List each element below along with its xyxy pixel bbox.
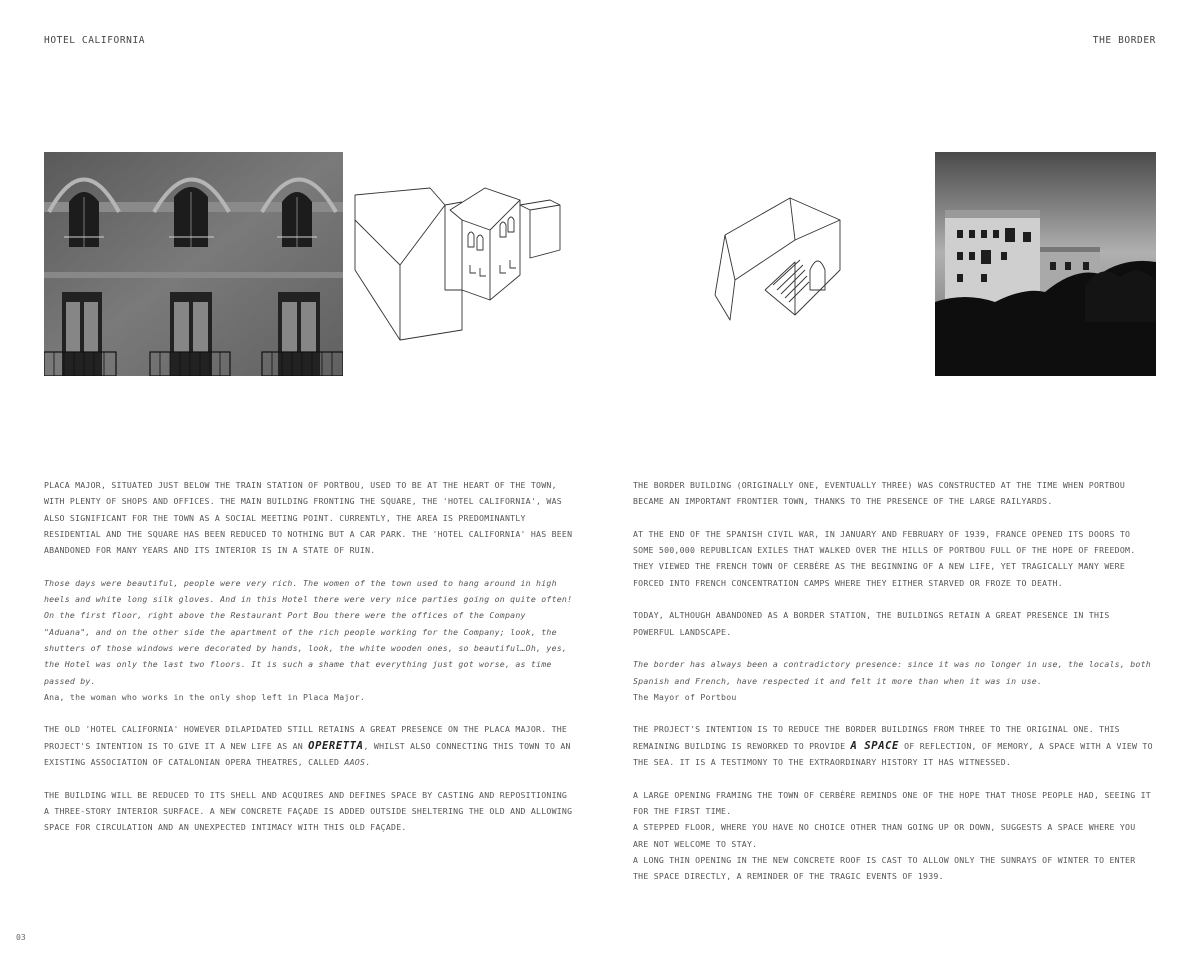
border-building-intro-paragraph: THE BORDER BUILDING (ORIGINALLY ONE, EVENTUALLY THREE) WAS CONSTRUCTED AT THE TIME WHEN PORTBOU BECAME AN IMPORTANT FRONTIER TOWN, THANKS TO THE PRESENCE OF THE LARGE RAILYARDS. [633, 480, 1126, 507]
right-text-column [633, 477, 1153, 901]
aaos-emphasis: AAOS [344, 757, 366, 768]
building-shell-paragraph: THE BUILDING WILL BE REDUCED TO ITS SHELL AND ACQUIRES AND DEFINES SPACE BY CASTING AND REPOSITIONING A THREE-STORY INTERIOR SURFACE. A NEW CONCRETE FAÇADE IS ADDED OUTSIDE SHELTERING THE OLD AND ALLOWING SPACE FOR CIRCULATION AND AN UNEXPECTED INTIMACY WITH THIS OLD FAÇADE. [44, 789, 573, 833]
a-space-paragraph-start: THE PROJECT'S INTENTION IS TO REDUCE THE BORDER BUILDINGS FROM THREE TO THE ORIGINAL ONE. THIS REMAINING BUILDING IS REWORKED TO PROVIDE [633, 724, 1120, 751]
mayor-quote-text: The border has always been a contradictory presence: since it was no longer in use, the locals, both Spanish and French, have respected it and felt it more than when it was in use. [633, 659, 1151, 686]
civil-war-paragraph: AT THE END OF THE SPANISH CIVIL WAR, IN JANUARY AND FEBRUARY OF 1939, FRANCE OPENED ITS DOORS TO SOME 500,000 REPUBLICAN EXILES THAT WALKED OVER THE HILLS OF PORTBOU FULL OF THE HOPE OF FREEDOM. THEY VIEWED THE FRENCH TOWN OF CERBÈRE AS THE BEGINNING OF A NEW LIFE, YET TRAGICALLY MANY WERE FORCED INTO FRENCH CONCENTRATION CAMPS WHERE THEY EITHER STARVED OR FROZE TO DEATH. [633, 528, 1136, 588]
design-features-paragraph [633, 787, 1153, 885]
a-space-paragraph-end: OF REFLECTION, OF MEMORY, A SPACE WITH A VIEW TO THE SEA. IT IS A TESTIMONY TO THE EXTRAORDINARY HISTORY IT HAS WITNESSED. [633, 740, 1153, 768]
roof-opening-text: A LONG THIN OPENING IN THE NEW CONCRETE ROOF IS CAST TO ALLOW ONLY THE SUNRAYS OF WINTER TO ENTER THE SPACE DIRECTLY, A REMINDER OF THE TRAGIC EVENTS OF 1939. [633, 854, 1136, 882]
large-opening-text: A LARGE OPENING FRAMING THE TOWN OF CERBÈRE REMINDS ONE OF THE HOPE THAT THOSE PEOPLE HAD, SEEING IT FOR THE FIRST TIME. [633, 789, 1151, 816]
stepped-floor-text: A STEPPED FLOOR, WHERE YOU HAVE NO CHOICE OTHER THAN GOING UP OR DOWN, SUGGESTS A SPACE WHERE YOU ARE NOT WELCOME TO STAY. [633, 822, 1136, 849]
a-space-emphasis: A SPACE [850, 739, 899, 752]
ana-quote [44, 575, 574, 705]
operetta-emphasis: OPERETTA [308, 739, 364, 752]
header-right-title: THE BORDER [1092, 35, 1156, 46]
today-paragraph: TODAY, ALTHOUGH ABANDONED AS A BORDER STATION, THE BUILDINGS RETAIN A GREAT PRESENCE IN THIS POWERFUL LANDSCAPE. [633, 610, 1110, 637]
border-building-sketch [705, 190, 855, 330]
hotel-model-sketch [350, 180, 570, 350]
operetta-paragraph-middle: , WHILST ALSO CONNECTING THIS TOWN TO AN EXISTING ASSOCIATION OF CATALONIAN OPERA THEATRES, CALLED [44, 740, 571, 768]
mayor-quote [633, 656, 1153, 705]
ana-quote-text: Those days were beautiful, people were very rich. The women of the town used to hang around in high heels and white long silk gloves. And in this Hotel there were very nice parties going on quite often! On the first floor, right above the Restaurant Port Bou there were the offices of the Company "Aduana", and on the other side the apartment of the rich people working for the Company; look, the shutters of those windows were decorated by hands, look, the white wooden ones, so beautiful…Oh, yes, the Hotel was only the last two floors. It is such a shame that everything just got worse, as time passed by. [44, 577, 573, 686]
operetta-paragraph-start: THE OLD 'HOTEL CALIFORNIA' HOWEVER DILAPIDATED STILL RETAINS A GREAT PRESENCE ON THE PLACA MAJOR. THE PROJECT'S INTENTION IS TO GIVE IT A NEW LIFE AS AN [44, 724, 568, 751]
mayor-quote-attribution: The Mayor of Portbou [633, 691, 737, 702]
ana-quote-attribution: Ana, the woman who works in the only shop left in Placa Major. [44, 691, 366, 702]
page-number: 03 [16, 933, 26, 942]
placa-major-intro-paragraph: PLACA MAJOR, SITUATED JUST BELOW THE TRAIN STATION OF PORTBOU, USED TO BE AT THE HEART OF THE TOWN, WITH PLENTY OF SHOPS AND OFFICES. THE MAIN BUILDING FRONTING THE SQUARE, THE 'HOTEL CALIFORNIA', WAS ALSO SIGNIFICANT FOR THE TOWN AS A SOCIAL MEETING POINT. CURRENTLY, THE AREA IS PREDOMINANTLY RESIDENTIAL AND THE SQUARE HAS BEEN REDUCED TO NOTHING BUT A CAR PARK. THE 'HOTEL CALIFORNIA' HAS BEEN ABANDONED FOR MANY YEARS AND ITS INTERIOR IS IN A STATE OF RUIN. [44, 480, 573, 556]
left-text-column [44, 477, 574, 852]
border-building-photo [935, 152, 1156, 376]
header-left-title: HOTEL CALIFORNIA [44, 35, 146, 46]
operetta-paragraph-end: . [365, 757, 371, 768]
hotel-california-facade-photo [44, 152, 343, 376]
a-space-paragraph [633, 721, 1153, 770]
operetta-paragraph [44, 721, 574, 770]
